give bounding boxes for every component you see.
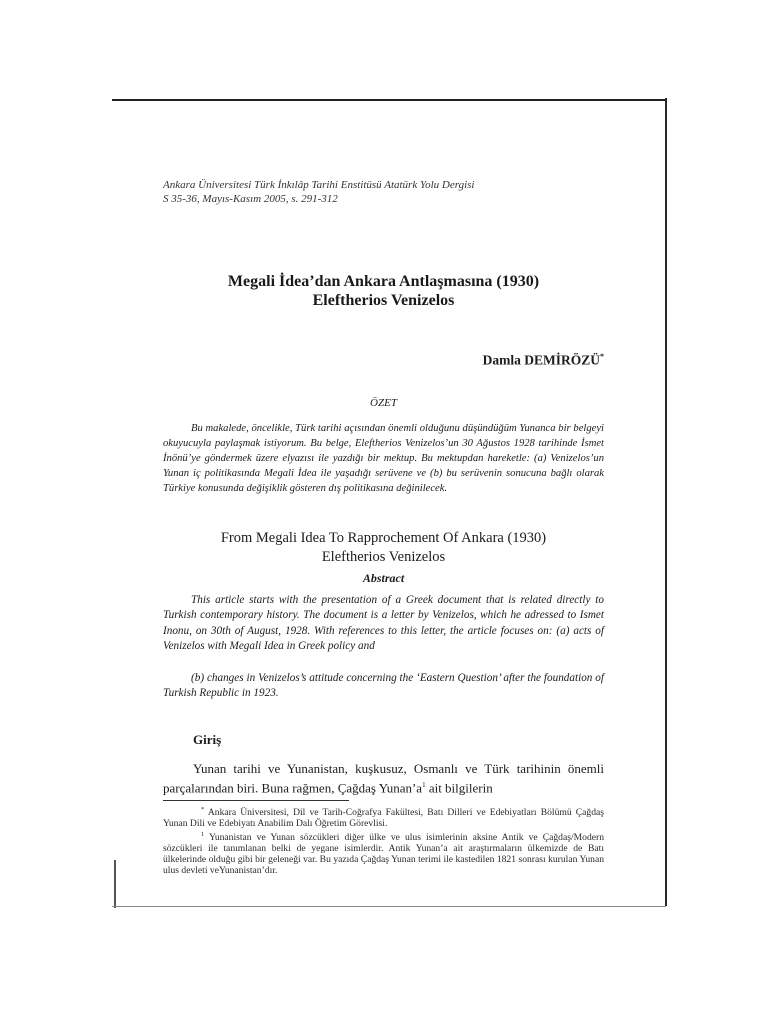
abstract-paragraph-2: (b) changes in Venizelos’s attitude concerning the ‘Eastern Question’ after the foundation of Turkish Republic in 1923. [163, 671, 604, 699]
english-title-line1: From Megali Idea To Rapprochement Of Ankara (1930) [220, 529, 547, 546]
article-title [163, 272, 604, 310]
footnote-author-text: Ankara Üniversitesi, Dil ve Tarih-Coğrafya Fakültesi, Batı Dilleri ve Edebiyatları Bölümü Çağdaş Yunan Dili ve Edebiyatı Anabilim Dalı Öğretim Görevlisi. [163, 807, 604, 830]
footnote-1-mark: 1 [201, 831, 205, 839]
body-paragraph [163, 760, 604, 796]
scan-border-top [112, 99, 666, 101]
section-heading-giris: Giriş [193, 731, 222, 747]
ozet-heading: ÖZET [370, 396, 397, 409]
footnote-1-text: Yunanistan ve Yunan sözcükleri diğer ülke ve ulus isimlerinin aksine Antik ve Çağdaş/Modern sözcükleri ile tanımlanan belki de yegane isimlerdir. Antik Yunan’a ait araştırmaların ülkemizde de Batı ülkelerinde olduğu gibi bir geleneği var. Bu yazıda Çağdaş Yunan terimi ile kastedilen 1821 sonrası kurulan Yunan ulus devleti veYunanistan’dır. [163, 832, 604, 877]
scan-border-right [665, 98, 667, 906]
english-title [163, 529, 604, 567]
footnote-1 [163, 829, 604, 876]
footnote-ref-1: 1 [422, 780, 426, 789]
footnote-author-mark: * [201, 805, 205, 813]
footnote-separator [163, 800, 349, 801]
abstract-heading: Abstract [362, 570, 405, 585]
scan-border-bottom [112, 906, 666, 907]
author-footnote-mark: * [600, 352, 604, 361]
article-title-line2: Eleftherios Venizelos [312, 292, 455, 309]
footnotes [163, 804, 604, 876]
footnote-author [163, 804, 604, 829]
article-title-line1: Megali İdea’dan Ankara Antlaşmasına (1930) [227, 273, 540, 290]
scan-border-left [114, 860, 116, 908]
body-text-before: Yunan tarihi ve Yunanistan, kuşkusuz, Osmanlı ve Türk tarihinin önemli parçalarından biri. Buna rağmen, Çağdaş Yunan’a [163, 760, 604, 795]
journal-issue: S 35-36, Mayıs-Kasım 2005, s. 291-312 [163, 193, 338, 205]
paper-page [163, 178, 604, 876]
author [163, 352, 604, 369]
body-text-after: ait bilgilerin [425, 779, 493, 795]
abstract [163, 593, 604, 702]
abstract-paragraph-1: This article starts with the presentation of a Greek document that is related directly to Turkish contemporary history. The document is a letter by Venizelos, which he adressed to Ismet Inonu, on 30th of August, 1928. With references to this letter, the article focuses on: (a) acts of Venizelos with Megali Idea in Greek policy and [163, 593, 604, 652]
author-name: Damla DEMİRÖZÜ [482, 352, 600, 368]
journal-name: Ankara Üniversitesi Türk İnkılâp Tarihi Enstitüsü Atatürk Yolu Dergisi [163, 179, 475, 191]
ozet-text: Bu makalede, öncelikle, Türk tarihi açısından önemli olduğunu düşündüğüm Yunanca bir belgeyi okuyucuyla paylaşmak istiyorum. Bu belge, Eleftherios Venizelos’un 30 Ağustos 1928 tarihinde İsmet İnönü’ye göndermek üzere elyazısı ile yazdığı bir mektup. Bu mektupdan hareketle: (a) Venizelos’un Yunan iç politikasında Megali İdea ile yaşadığı serüvene ve (b) bu serüvenin sonucuna bağlı olarak Türkiye konusunda değişiklik gösteren dış politikasına değinilecek. [163, 422, 604, 494]
english-title-line2: Eleftherios Venizelos [321, 548, 446, 565]
journal-header [163, 178, 604, 206]
